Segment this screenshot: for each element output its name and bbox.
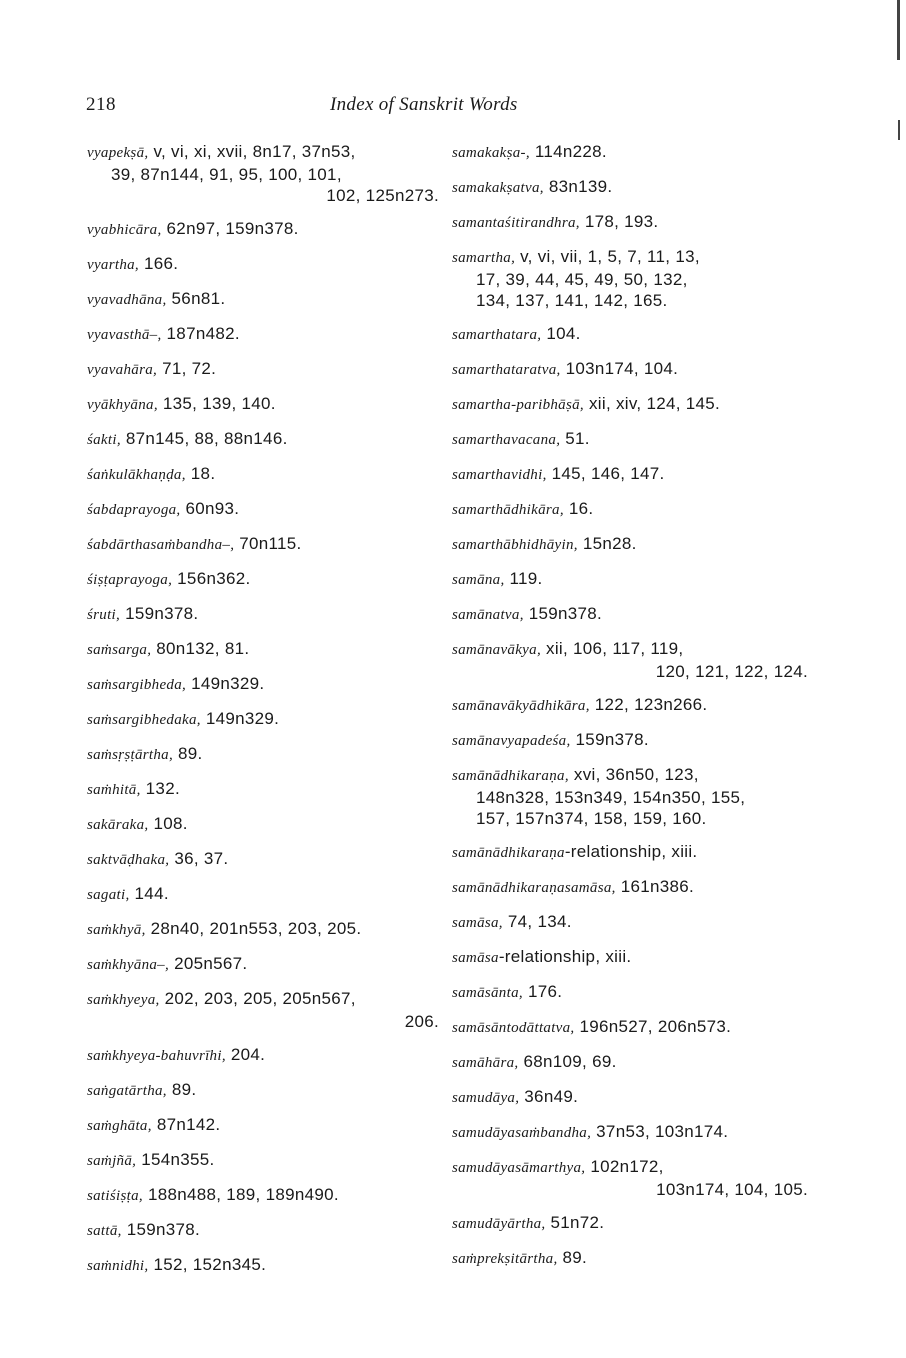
- index-entry: [452, 1051, 808, 1074]
- index-headword: samānavākya,: [452, 642, 541, 658]
- index-references: v, vi, vii, 1, 5, 7, 11, 13,: [515, 247, 700, 266]
- index-headword: samarthataratva,: [452, 362, 561, 378]
- index-headword: samāsānta,: [452, 985, 523, 1001]
- index-headword: saṁsṛṣṭārtha,: [87, 747, 174, 763]
- index-headword: samāsāntodāttatva,: [452, 1020, 575, 1036]
- index-references: 134, 137, 141, 142, 165.: [476, 291, 668, 310]
- index-entry: [87, 1219, 439, 1242]
- index-references: 87n142.: [151, 1115, 221, 1134]
- index-entry: [87, 673, 439, 696]
- index-entry: [452, 428, 808, 451]
- index-entry: [452, 729, 808, 752]
- index-entry: [452, 176, 808, 199]
- index-headword: śakti,: [87, 432, 121, 448]
- index-references: 68n109, 69.: [518, 1052, 617, 1071]
- index-entry: [452, 603, 808, 626]
- index-references: 149n329.: [200, 709, 280, 728]
- index-references: 51n72.: [545, 1213, 605, 1232]
- index-entry: [452, 1212, 808, 1235]
- index-entry: [452, 1121, 808, 1144]
- index-headword: śabdaprayoga,: [87, 502, 181, 518]
- index-headword: saṅgatārtha,: [87, 1083, 167, 1099]
- index-references: 119.: [504, 569, 543, 588]
- index-entry: [452, 211, 808, 234]
- index-headword: samāsa: [452, 950, 499, 966]
- index-headword: saṁkhyāna–,: [87, 957, 170, 973]
- index-entry: [87, 953, 439, 976]
- index-references: -relationship, xiii.: [564, 842, 698, 861]
- index-entry: [452, 911, 808, 934]
- index-headword: śabdārthasaṁbandha–,: [87, 537, 235, 553]
- index-headword: samāhāra,: [452, 1055, 519, 1071]
- index-entry: [87, 778, 439, 801]
- index-references: 196n527, 206n573.: [574, 1017, 732, 1036]
- index-references: 15n28.: [577, 534, 637, 553]
- index-entry: [452, 246, 808, 311]
- index-entry: [452, 358, 808, 381]
- index-headword: sakāraka,: [87, 817, 149, 833]
- index-headword: samakakṣa-,: [452, 145, 530, 161]
- index-references: 176.: [522, 982, 563, 1001]
- index-references: 102n172,: [585, 1157, 664, 1176]
- index-references: 70n115.: [234, 534, 302, 553]
- index-references: 102, 125n273.: [326, 186, 439, 205]
- index-references: 149n329.: [186, 674, 265, 693]
- index-entry: [452, 393, 808, 416]
- index-references: 166.: [138, 254, 179, 273]
- index-entry: [87, 1149, 439, 1172]
- index-references: 161n386.: [615, 877, 695, 896]
- index-headword: saktvāḍhaka,: [87, 852, 170, 868]
- index-entry: [452, 876, 808, 899]
- index-references: 144.: [129, 884, 169, 903]
- index-entry: [87, 1044, 439, 1067]
- index-references: 187n482.: [161, 324, 240, 343]
- right-index-column: [452, 141, 808, 1282]
- page-number: 218: [86, 94, 116, 115]
- index-references: 135, 139, 140.: [157, 394, 276, 413]
- index-references: 159n378.: [120, 604, 199, 623]
- index-references: 89.: [173, 744, 203, 763]
- index-references: 159n378.: [570, 730, 649, 749]
- index-headword: samarthavacana,: [452, 432, 561, 448]
- index-entry: [87, 1254, 439, 1277]
- index-references: 89.: [166, 1080, 197, 1099]
- index-headword: samarthatara,: [452, 327, 542, 343]
- index-references: 37n53, 103n174.: [591, 1122, 729, 1141]
- index-entry: [452, 764, 808, 829]
- index-entry: [452, 841, 808, 864]
- index-entry: [87, 428, 439, 451]
- index-entry: [87, 358, 439, 381]
- index-references: 60n93.: [180, 499, 240, 518]
- index-entry: [87, 988, 439, 1032]
- left-index-column: [87, 141, 439, 1289]
- index-references: 159n378.: [523, 604, 603, 623]
- index-headword: samudāya,: [452, 1090, 520, 1106]
- index-entry: [87, 638, 439, 661]
- index-references: 39, 87n144, 91, 95, 100, 101,: [111, 165, 342, 184]
- index-entry: [452, 323, 808, 346]
- index-entry: [87, 393, 439, 416]
- index-headword: samānatva,: [452, 607, 524, 623]
- index-headword: śruti,: [87, 607, 121, 623]
- index-headword: samartha-paribhāṣā,: [452, 397, 584, 413]
- running-title: Index of Sanskrit Words: [330, 94, 518, 115]
- index-entry: [452, 533, 808, 556]
- index-references: xii, xiv, 124, 145.: [583, 394, 721, 413]
- index-references: 36, 37.: [169, 849, 229, 868]
- index-headword: saṁprekṣitārtha,: [452, 1251, 558, 1267]
- index-headword: saṁghāta,: [87, 1118, 152, 1134]
- page-edge-mark: [897, 0, 900, 60]
- index-headword: śaṅkulākhaṇḍa,: [87, 467, 186, 483]
- index-references: -relationship, xiii.: [498, 947, 632, 966]
- index-references: 157, 157n374, 158, 159, 160.: [476, 809, 707, 828]
- page-edge-mark: [898, 120, 900, 140]
- index-references: 188n488, 189, 189n490.: [142, 1185, 339, 1204]
- index-entry: [452, 1156, 808, 1200]
- index-entry: [87, 883, 439, 906]
- index-headword: vyavahāra,: [87, 362, 158, 378]
- index-headword: saṁsarga,: [87, 642, 152, 658]
- index-headword: samānādhikaraṇasamāsa,: [452, 880, 616, 896]
- index-headword: saṁkhyeya,: [87, 992, 160, 1008]
- index-references: 36n49.: [519, 1087, 579, 1106]
- index-headword: śiṣṭaprayoga,: [87, 572, 173, 588]
- index-headword: satiśiṣṭa,: [87, 1188, 143, 1204]
- index-headword: saṁkhyā,: [87, 922, 146, 938]
- index-entry: [452, 1016, 808, 1039]
- index-entry: [87, 918, 439, 941]
- index-references: 132.: [140, 779, 180, 798]
- index-references: 148n328, 153n349, 154n350, 155,: [476, 788, 746, 807]
- index-references: 206.: [404, 1012, 439, 1031]
- index-entry: [87, 141, 439, 206]
- index-entry: [87, 218, 439, 241]
- index-entry: [452, 1247, 808, 1270]
- index-headword: sattā,: [87, 1223, 122, 1239]
- index-references: 83n139.: [543, 177, 613, 196]
- index-references: 71, 72.: [157, 359, 217, 378]
- index-references: 202, 203, 205, 205n567,: [159, 989, 356, 1008]
- index-headword: saṁhitā,: [87, 782, 141, 798]
- index-references: 122, 123n266.: [589, 695, 708, 714]
- index-headword: samarthābhidhāyin,: [452, 537, 578, 553]
- index-references: 114n228.: [529, 142, 607, 161]
- index-entry: [452, 694, 808, 717]
- index-entry: [452, 498, 808, 521]
- index-headword: samakakṣatva,: [452, 180, 544, 196]
- index-entry: [452, 568, 808, 591]
- index-entry: [87, 253, 439, 276]
- index-entry: [87, 498, 439, 521]
- index-references: 108.: [148, 814, 188, 833]
- index-headword: saṁkhyeya-bahuvrīhi,: [87, 1048, 226, 1064]
- index-references: 87n145, 88, 88n146.: [120, 429, 288, 448]
- index-headword: samudāyasaṁbandha,: [452, 1125, 592, 1141]
- index-headword: samudāyārtha,: [452, 1216, 546, 1232]
- index-references: 156n362.: [172, 569, 251, 588]
- index-references: 120, 121, 122, 124.: [655, 662, 808, 681]
- index-entry: [452, 141, 808, 164]
- index-headword: samānavyapadeśa,: [452, 733, 571, 749]
- index-headword: samartha,: [452, 250, 516, 266]
- index-references: 28n40, 201n553, 203, 205.: [145, 919, 362, 938]
- index-references: 152, 152n345.: [148, 1255, 267, 1274]
- index-headword: saṁsargibhedaka,: [87, 712, 201, 728]
- index-entry: [452, 981, 808, 1004]
- index-headword: samāsa,: [452, 915, 503, 931]
- index-entry: [87, 813, 439, 836]
- index-headword: vyākhyāna,: [87, 397, 158, 413]
- index-headword: saṁnidhi,: [87, 1258, 149, 1274]
- index-headword: samānavākyādhikāra,: [452, 698, 590, 714]
- index-headword: saṁjñā,: [87, 1153, 137, 1169]
- index-references: 18.: [185, 464, 216, 483]
- index-headword: vyavasthā–,: [87, 327, 162, 343]
- index-entry: [87, 1079, 439, 1102]
- index-references: 205n567.: [169, 954, 248, 973]
- index-references: 89.: [557, 1248, 588, 1267]
- index-entry: [87, 463, 439, 486]
- index-entry: [452, 1086, 808, 1109]
- index-references: 145, 146, 147.: [546, 464, 665, 483]
- index-entry: [87, 1114, 439, 1137]
- index-references: v, vi, xi, xvii, 8n17, 37n53,: [148, 142, 356, 161]
- index-references: 17, 39, 44, 45, 49, 50, 132,: [476, 270, 688, 289]
- index-references: xii, 106, 117, 119,: [541, 639, 684, 658]
- index-references: 74, 134.: [502, 912, 572, 931]
- index-headword: samudāyasāmarthya,: [452, 1160, 586, 1176]
- index-entry: [452, 946, 808, 969]
- index-headword: samāna,: [452, 572, 505, 588]
- index-references: 103n174, 104, 105.: [656, 1180, 808, 1199]
- index-headword: sagati,: [87, 887, 130, 903]
- index-entry: [87, 288, 439, 311]
- index-references: 103n174, 104.: [560, 359, 679, 378]
- index-references: 62n97, 159n378.: [161, 219, 299, 238]
- index-entry: [452, 638, 808, 682]
- index-headword: samānādhikaraṇa: [452, 845, 565, 861]
- index-headword: saṁsargibheda,: [87, 677, 187, 693]
- index-entry: [87, 1184, 439, 1207]
- index-headword: samarthavidhi,: [452, 467, 547, 483]
- index-references: xvi, 36n50, 123,: [568, 765, 699, 784]
- index-headword: vyartha,: [87, 257, 139, 273]
- index-references: 56n81.: [166, 289, 226, 308]
- index-entry: [87, 568, 439, 591]
- index-entry: [87, 743, 439, 766]
- index-references: 104.: [541, 324, 581, 343]
- index-entry: [87, 708, 439, 731]
- index-entry: [87, 533, 439, 556]
- index-entry: [87, 848, 439, 871]
- index-headword: samānādhikaraṇa,: [452, 768, 569, 784]
- index-entry: [452, 463, 808, 486]
- index-headword: vyavadhāna,: [87, 292, 167, 308]
- index-headword: vyabhicāra,: [87, 222, 162, 238]
- index-references: 154n355.: [136, 1150, 215, 1169]
- index-entry: [87, 603, 439, 626]
- index-references: 16.: [563, 499, 594, 518]
- index-headword: samantaśitirandhra,: [452, 215, 580, 231]
- index-entry: [87, 323, 439, 346]
- index-headword: samarthādhikāra,: [452, 502, 564, 518]
- index-references: 204.: [225, 1045, 266, 1064]
- index-references: 159n378.: [121, 1220, 201, 1239]
- index-references: 80n132, 81.: [151, 639, 250, 658]
- index-references: 178, 193.: [579, 212, 659, 231]
- index-headword: vyapekṣā,: [87, 145, 149, 161]
- index-references: 51.: [560, 429, 590, 448]
